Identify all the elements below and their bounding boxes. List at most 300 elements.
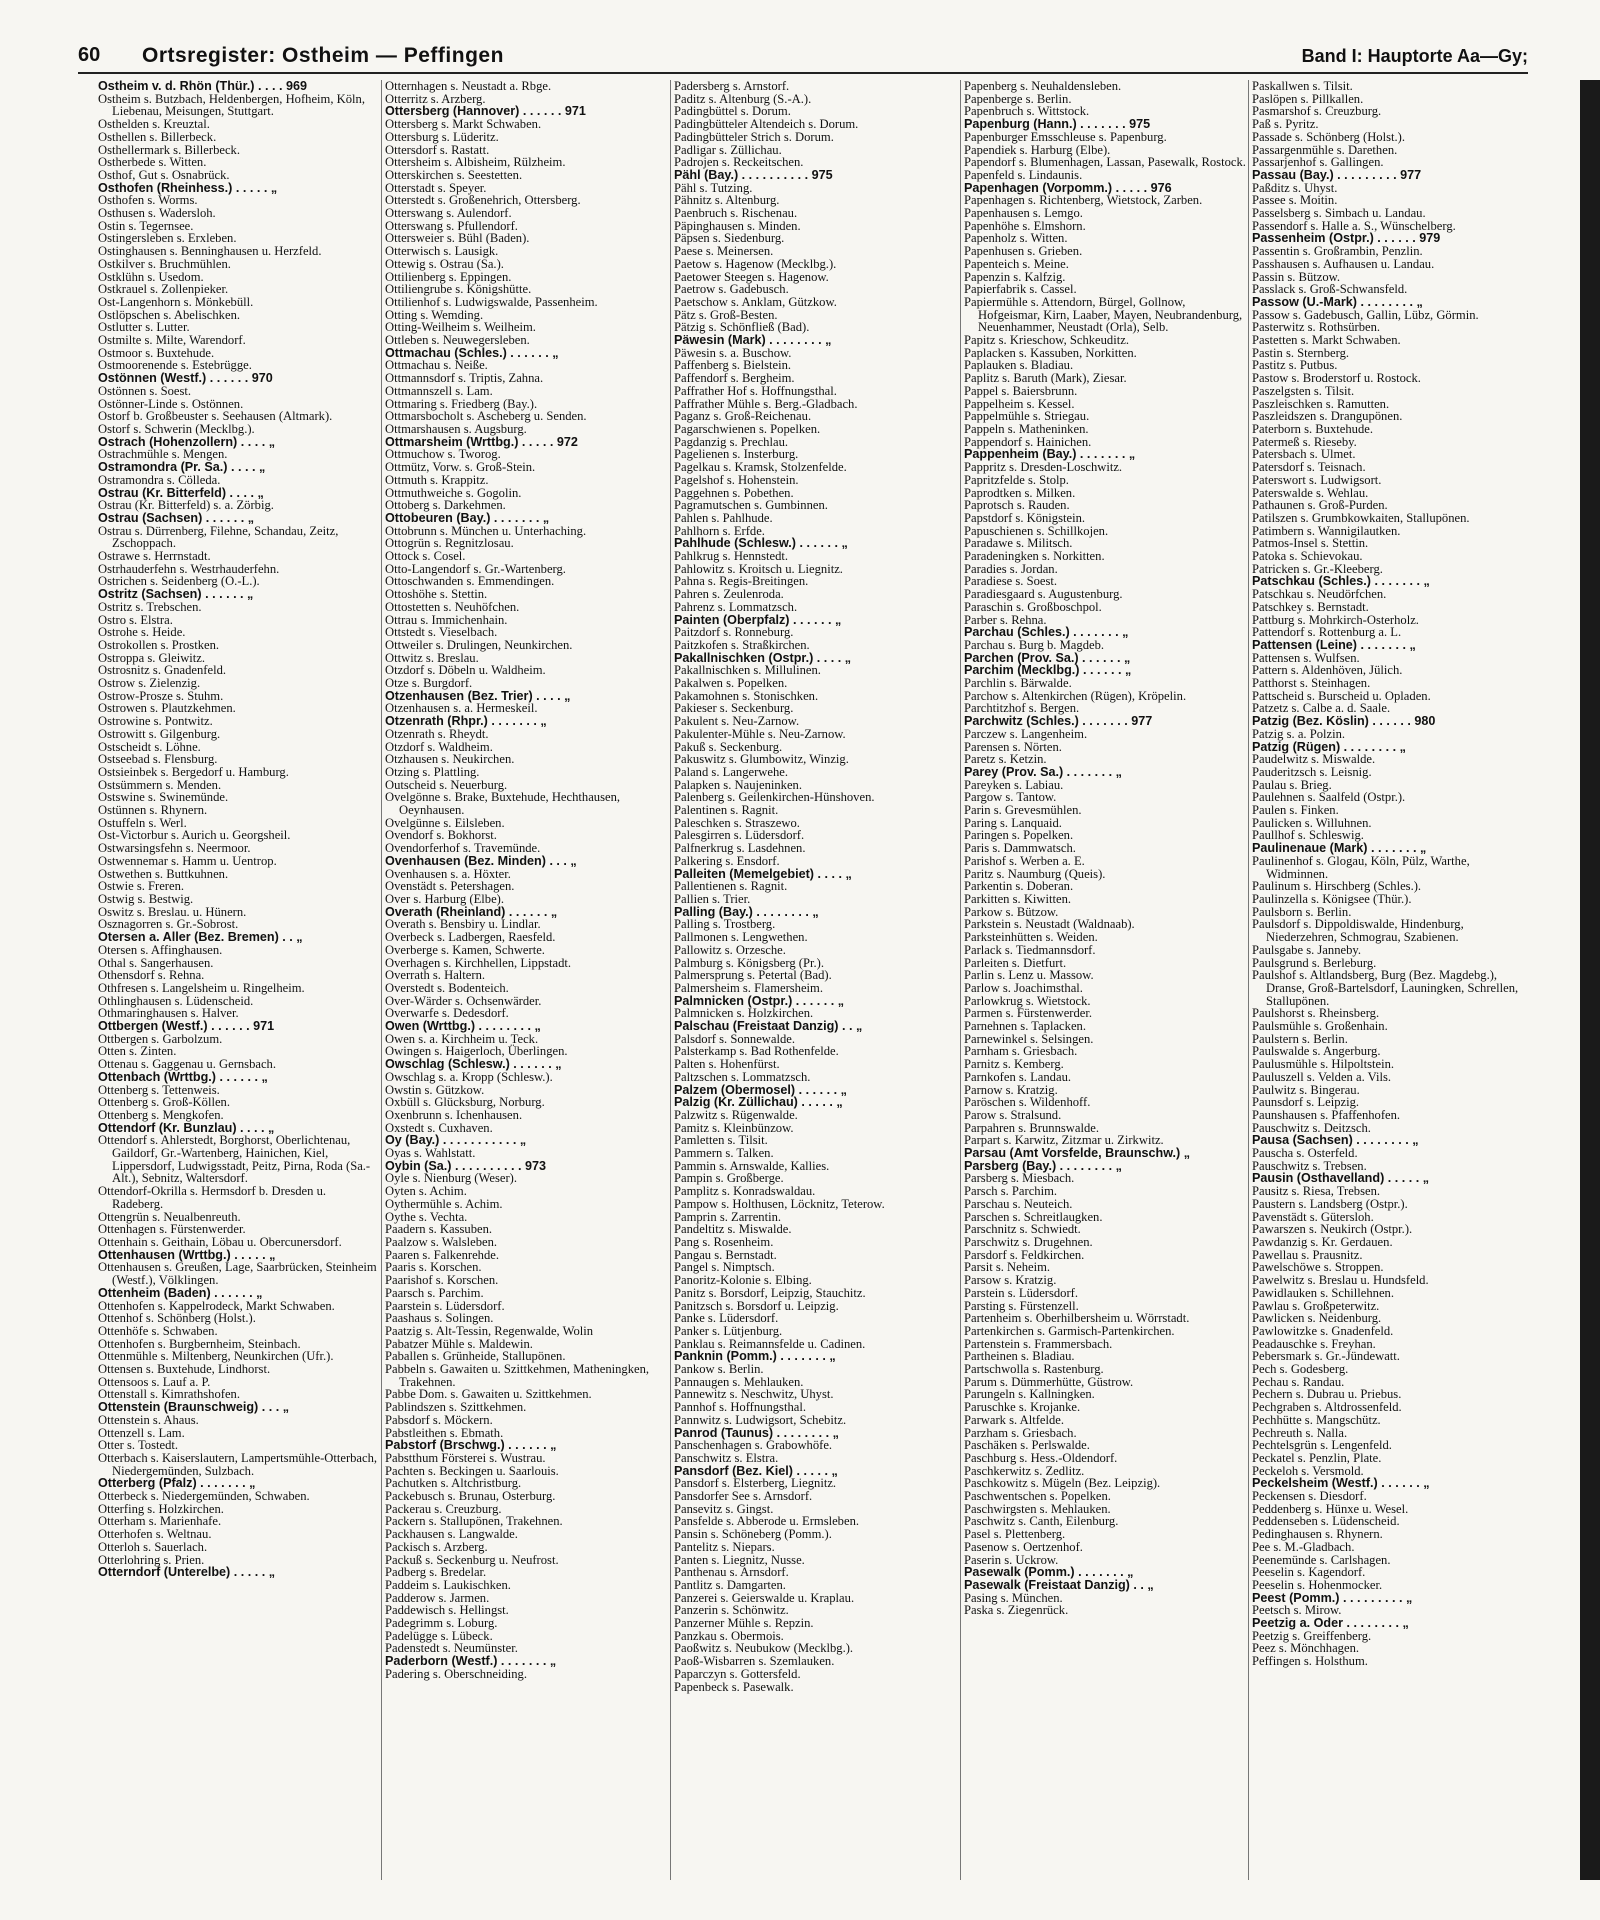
register-entry: Ostrosnitz s. Gnadenfeld. <box>98 663 227 678</box>
register-entry: Paritz s. Naumburg (Queis). <box>964 866 1106 881</box>
register-entry: Pakieser s. Seckenburg. <box>674 701 794 716</box>
register-entry: Padering s. Oberschneiding. <box>385 1666 527 1681</box>
register-entry: Paarsch s. Parchim. <box>385 1285 484 1300</box>
register-entry: Otterbeck s. Niedergemünden, Schwaben. <box>98 1489 310 1504</box>
register-entry: Pahlkrug s. Hennstedt. <box>674 549 789 564</box>
register-entry: Paschwirgsten s. Mehlauken. <box>964 1501 1111 1516</box>
register-entry: Parsting s. Fürstenzell. <box>964 1298 1079 1313</box>
register-entry: Ottobeuren (Bay.) . . . . . . . „ <box>385 510 550 525</box>
register-entry: Parungeln s. Kallningken. <box>964 1387 1095 1402</box>
register-entry: Paaris s. Korschen. <box>385 1260 482 1275</box>
register-entry: Pabbe Dom. s. Gawaiten u. Szittkehmen. <box>385 1387 592 1402</box>
register-entry: Parleiten s. Dietfurt. <box>964 955 1067 970</box>
register-entry: Pappendorf s. Hainichen. <box>964 434 1092 449</box>
register-entry: Pakalwen s. Popelken. <box>674 676 788 691</box>
register-entry: Parnitz s. Kemberg. <box>964 1057 1064 1072</box>
register-entry: Parey (Prov. Sa.) . . . . . . . „ <box>964 764 1122 779</box>
register-entry: Panschenhagen s. Grabowhöfe. <box>674 1438 833 1453</box>
register-entry: Pastin s. Sternberg. <box>1252 345 1350 360</box>
register-entry: Palmnicken (Ostpr.) . . . . . . „ <box>674 993 845 1008</box>
register-entry: Paplacken s. Kassuben, Norkitten. <box>964 345 1137 360</box>
register-entry: Paszleischken s. Ramutten. <box>1252 396 1390 411</box>
register-entry: Peez s. Mönchhagen. <box>1252 1641 1360 1656</box>
register-entry: Pappeln s. Matheninken. <box>964 421 1089 436</box>
register-entry: Papitz s. Krieschow, Schkeuditz. <box>964 333 1129 348</box>
register-entry: Parschnitz s. Schwiedt. <box>964 1222 1081 1237</box>
register-entry: Pahlen s. Pahlhude. <box>674 510 773 525</box>
register-entry: Pawelwitz s. Breslau u. Hundsfeld. <box>1252 1273 1429 1288</box>
register-entry: Peetzig a. Oder . . . . . . . . „ <box>1252 1616 1409 1631</box>
volume-label: Band I: Hauptorte Aa—Gy; <box>1301 46 1528 66</box>
register-entry: Ottoschwanden s. Emmendingen. <box>385 574 555 589</box>
register-entry: Paulwitz s. Bingerau. <box>1252 1082 1360 1097</box>
register-column-5 <box>1252 80 1534 1880</box>
register-entry: Ottobrunn s. München u. Unterhaching. <box>385 523 587 538</box>
register-entry: Passade s. Schönberg (Holst.). <box>1252 129 1405 144</box>
register-entry: Ottenhof s. Schönberg (Holst.). <box>98 1311 256 1326</box>
register-entry: Over s. Harburg (Elbe). <box>385 892 505 906</box>
register-entry: Osthofen s. Worms. <box>98 193 198 208</box>
register-entry: Peeselin s. Hohenmocker. <box>1252 1577 1383 1592</box>
register-entry: Partheinen s. Bladiau. <box>964 1349 1075 1364</box>
register-entry: Paterborn s. Buxtehude. <box>1252 421 1374 436</box>
register-entry: Ottenbach (Wrttbg.) . . . . . . „ <box>98 1069 268 1084</box>
register-entry: Ovenhausen s. a. Höxter. <box>385 866 511 881</box>
page-title: Ortsregister: Ostheim — Peffingen <box>142 44 504 67</box>
register-entry: Owen (Wrttbg.) . . . . . . . . „ <box>385 1019 541 1034</box>
register-entry: Otto-Langendorf s. Gr.-Wartenberg. <box>385 561 566 576</box>
register-entry: Ostrachmühle s. Mengen. <box>98 447 228 462</box>
register-entry: Ostramondra (Pr. Sa.) . . . . „ <box>98 460 266 475</box>
register-entry: Päwesin s. a. Buschow. <box>674 345 792 360</box>
register-entry: Ostrau s. Dürrenberg, Filehne, Schandau, Zeitz, Zschoppach. <box>98 523 339 551</box>
register-entry: Parchtitzhof s. Bergen. <box>964 701 1080 716</box>
register-entry: Parczew s. Langenheim. <box>964 726 1088 741</box>
register-entry: Ostönnen s. Soest. <box>98 383 192 398</box>
register-entry: Ottostetten s. Neuhöfchen. <box>385 599 520 614</box>
register-entry: Ottiliengrube s. Königshütte. <box>385 282 532 297</box>
register-entry: Pagramutschen s. Gumbinnen. <box>674 498 828 513</box>
register-entry: Papuschienen s. Schillkojen. <box>964 523 1109 538</box>
register-entry: Panknin (Pomm.) . . . . . . . „ <box>674 1349 836 1364</box>
register-entry: Parchau (Schles.) . . . . . . . „ <box>964 625 1129 640</box>
register-entry: Papenteich s. Meine. <box>964 256 1069 271</box>
register-entry: Passenheim (Ostpr.) . . . . . . 979 <box>1252 231 1441 246</box>
register-entry: Palling (Bay.) . . . . . . . . „ <box>674 904 819 919</box>
register-entry: Ostrawe s. Herrnstadt. <box>98 549 211 564</box>
register-entry: Pattscheid s. Burscheid u. Opladen. <box>1252 688 1431 703</box>
register-entry: Paretz s. Ketzin. <box>964 752 1047 767</box>
register-entry: Owingen s. Haigerloch, Überlingen. <box>385 1044 568 1059</box>
register-entry: Patilszen s. Grumbkowkaiten, Stallupönen. <box>1252 510 1470 525</box>
register-entry: Paska s. Ziegenrück. <box>964 1603 1069 1618</box>
register-entry: Ottmannsdorf s. Triptis, Zahna. <box>385 371 544 386</box>
register-entry: Parin s. Grevesmühlen. <box>964 803 1082 818</box>
register-entry: Ottmarsheim (Wrttbg.) . . . . . 972 <box>385 434 578 449</box>
register-entry: Parnehnen s. Taplacken. <box>964 1019 1086 1034</box>
register-entry: Pang s. Rosenheim. <box>674 1234 774 1249</box>
register-entry: Passarjenhof s. Gallingen. <box>1252 155 1384 170</box>
register-entry: Paffrather Mühle s. Berg.-Gladbach. <box>674 396 858 411</box>
register-entry: Ottendorf (Kr. Bunzlau) . . . . „ <box>98 1120 275 1135</box>
register-entry: Parschen s. Schreitlaugken. <box>964 1209 1103 1224</box>
register-entry: Paulinenaue (Mark) . . . . . . . „ <box>1252 841 1427 856</box>
register-entry: Papenhusen s. Grieben. <box>964 244 1083 259</box>
register-entry: Ottmarshausen s. Augsburg. <box>385 421 527 436</box>
register-entry: Ostlöpschen s. Abelischken. <box>98 307 241 322</box>
register-entry: Ostrowen s. Plautzkehmen. <box>98 701 236 716</box>
register-entry: Pappel s. Baiersbrunn. <box>964 383 1078 398</box>
register-entry: Pathaunen s. Groß-Purden. <box>1252 498 1388 513</box>
register-entry: Ostmoor s. Buxtehude. <box>98 345 215 360</box>
register-entry: Parsit s. Neheim. <box>964 1260 1051 1275</box>
register-entry: Palzig (Kr. Züllichau) . . . . . „ <box>674 1095 843 1110</box>
register-entry: Paradeningken s. Norkitten. <box>964 549 1105 564</box>
register-entry: Paulicken s. Willuhnen. <box>1252 815 1372 830</box>
register-entry: Padingbüttel s. Dorum. <box>674 104 791 119</box>
register-entry: Ostingersleben s. Erxleben. <box>98 231 237 246</box>
register-entry: Ostwarsingsfehn s. Neermoor. <box>98 841 251 856</box>
register-entry: Otterfing s. Holzkirchen. <box>98 1501 224 1516</box>
register-entry: Paulinzella s. Königsee (Thür.). <box>1252 892 1412 906</box>
register-entry: Paffenberg s. Bielstein. <box>674 358 792 373</box>
register-entry: Osthellermark s. Billerbeck. <box>98 142 240 157</box>
register-entry: Osznagorren s. Gr.-Sobrost. <box>98 917 239 932</box>
register-entry: Padingbütteler Altendeich s. Dorum. <box>674 117 859 132</box>
register-entry: Papenfeld s. Lindaunis. <box>964 167 1083 182</box>
register-entry: Partenheim s. Oberhilbersheim u. Wörrstadt. <box>964 1311 1190 1326</box>
register-entry: Ottersberg s. Markt Schwaben. <box>385 117 542 132</box>
register-entry: Pansin s. Schöneberg (Pomm.). <box>674 1527 832 1542</box>
register-entry: Pavenstädt s. Gütersloh. <box>1252 1209 1374 1224</box>
register-entry: Padligar s. Züllichau. <box>674 142 782 157</box>
register-entry: Pechgraben s. Altdrossenfeld. <box>1252 1400 1402 1415</box>
register-entry: Paitzdorf s. Ronneburg. <box>674 625 794 640</box>
register-entry: Palmnicken s. Holzkirchen. <box>674 1006 814 1021</box>
register-entry: Otterhofen s. Weltnau. <box>98 1527 212 1542</box>
register-entry: Otersen a. Aller (Bez. Bremen) . . „ <box>98 930 303 945</box>
register-entry: Palentinen s. Ragnit. <box>674 803 779 818</box>
register-entry: Owen s. a. Kirchheim u. Teck. <box>385 1031 539 1046</box>
register-entry: Parchen (Prov. Sa.) . . . . . . „ <box>964 650 1131 665</box>
register-entry: Peetzig s. Greiffenberg. <box>1252 1628 1372 1643</box>
register-entry: Paplauken s. Bladiau. <box>964 358 1074 373</box>
register-entry: Parchwitz (Schles.) . . . . . . . 977 <box>964 714 1153 729</box>
register-entry: Ostinghausen s. Benninghausen u. Herzfeld. <box>98 244 322 259</box>
register-entry: Pastow s. Broderstorf u. Rostock. <box>1252 371 1421 386</box>
register-entry: Peckensen s. Diesdorf. <box>1252 1489 1367 1504</box>
register-entry: Pattensen s. Wulfsen. <box>1252 650 1360 665</box>
register-entry: Paatzig s. Alt-Tessin, Regenwalde, Wolin <box>385 1323 594 1338</box>
register-entry: Ottenhausen (Wrttbg.) . . . . . „ <box>98 1247 276 1262</box>
register-entry: Parishof s. Werben a. E. <box>964 853 1085 868</box>
register-entry: Pawlowitzke s. Gnadenfeld. <box>1252 1323 1394 1338</box>
register-entry: Patermeß s. Rieseby. <box>1252 434 1357 449</box>
column-divider <box>1248 80 1249 1880</box>
register-entry: Pechhütte s. Mangschütz. <box>1252 1412 1381 1427</box>
register-entry: Panrod (Taunus) . . . . . . . . „ <box>674 1425 839 1440</box>
register-entry: Pammin s. Arnswalde, Kallies. <box>674 1158 830 1173</box>
register-entry: Peeselin s. Kagendorf. <box>1252 1565 1366 1580</box>
column-divider <box>670 80 671 1880</box>
register-entry: Ostrau (Kr. Bitterfeld) s. a. Zörbig. <box>98 498 274 513</box>
register-entry: Pawlicken s. Neidenburg. <box>1252 1311 1382 1326</box>
register-entry: Palkering s. Ensdorf. <box>674 853 780 868</box>
register-entry: Parkow s. Bützow. <box>964 904 1059 919</box>
register-entry: Otterritz s. Arzberg. <box>385 91 486 106</box>
register-entry: Paring s. Lanquaid. <box>964 815 1062 830</box>
register-entry: Ostrohe s. Heide. <box>98 625 186 640</box>
register-entry: Parkentin s. Doberan. <box>964 879 1074 894</box>
register-entry: Päpinghausen s. Minden. <box>674 218 801 233</box>
register-entry: Pakamohnen s. Stonischken. <box>674 688 819 703</box>
register-entry: Pampin s. Großberge. <box>674 1171 784 1186</box>
register-entry: Osthof, Gut s. Osnabrück. <box>98 167 230 182</box>
register-entry: Passlack s. Groß-Schwansfeld. <box>1252 282 1408 297</box>
register-entry: Ostro s. Elstra. <box>98 612 173 627</box>
register-entry: Panzkau s. Obermois. <box>674 1628 784 1643</box>
register-entry: Papstdorf s. Königstein. <box>964 510 1086 525</box>
register-entry: Panzerei s. Geierswalde u. Kraplau. <box>674 1590 855 1605</box>
register-entry: Paparczyn s. Gottersfeld. <box>674 1666 801 1681</box>
register-entry: Peckelsheim (Westf.) . . . . . . „ <box>1252 1476 1430 1491</box>
register-entry: Paulinenhof s. Glogau, Köln, Pülz, Warthe, Widminnen. <box>1252 853 1470 881</box>
register-entry: Othensdorf s. Rehna. <box>98 968 205 983</box>
register-entry: Pagarschwienen s. Popelken. <box>674 421 821 436</box>
register-entry: Passendorf s. Halle a. S., Wünschelberg. <box>1252 218 1456 233</box>
register-entry: Padrojen s. Reckeitschen. <box>674 155 804 170</box>
register-entry: Peckeloh s. Versmold. <box>1252 1463 1364 1478</box>
register-entry: Otting s. Wemding. <box>385 307 484 322</box>
register-entry: Oxenbrunn s. Ichenhausen. <box>385 1107 523 1122</box>
register-entry: Pabsdorf s. Möckern. <box>385 1412 493 1427</box>
register-entry: Paulinum s. Hirschberg (Schles.). <box>1252 879 1422 894</box>
register-entry: Ovenstädt s. Petershagen. <box>385 879 515 894</box>
register-entry: Pappelmühle s. Striegau. <box>964 409 1090 424</box>
register-entry: Ovenhausen (Bez. Minden) . . . „ <box>385 853 577 868</box>
register-entry: Pausa (Sachsen) . . . . . . . . „ <box>1252 1133 1419 1148</box>
register-entry: Pampow s. Holthusen, Löcknitz, Teterow. <box>674 1196 885 1211</box>
register-entry: Paulsgrund s. Berleburg. <box>1252 955 1377 970</box>
register-entry: Ostin s. Tegernsee. <box>98 218 194 233</box>
register-entry: Paffendorf s. Bergheim. <box>674 371 795 386</box>
register-entry: Osthelden s. Kreuztal. <box>98 117 210 132</box>
register-entry: Packern s. Stallupönen, Trakehnen. <box>385 1514 563 1529</box>
register-entry: Ottenhofen s. Kappelrodeck, Markt Schwaben. <box>98 1298 335 1313</box>
register-entry: Outscheid s. Neuerburg. <box>385 777 508 792</box>
register-entry: Paulusmühle s. Hilpoltstein. <box>1252 1057 1395 1072</box>
register-entry: Ottmachau (Schles.) . . . . . . „ <box>385 345 559 360</box>
register-entry: Pabatzer Mühle s. Maldewin. <box>385 1336 533 1351</box>
register-entry: Paulau s. Brieg. <box>1252 777 1332 792</box>
register-entry: Parkstein s. Neustadt (Waldnaab). <box>964 917 1135 932</box>
register-entry: Ostrau (Kr. Bitterfeld) . . . . „ <box>98 485 264 500</box>
register-entry: Ostritz s. Trebschen. <box>98 599 202 614</box>
register-entry: Ostklühn s. Usedom. <box>98 269 204 284</box>
register-entry: Otterberg (Pfalz) . . . . . . . „ <box>98 1476 256 1491</box>
register-entry: Padenstedt s. Neumünster. <box>385 1641 518 1656</box>
register-entry: Pareyken s. Labiau. <box>964 777 1064 792</box>
register-entry: Ostrach (Hohenzollern) . . . . „ <box>98 434 276 449</box>
register-entry: Parnow s. Kratzig. <box>964 1082 1058 1097</box>
register-entry: Peadauschke s. Freyhan. <box>1252 1336 1376 1351</box>
register-entry: Pechau s. Randau. <box>1252 1374 1345 1389</box>
register-entry: Pähnitz s. Altenburg. <box>674 193 780 208</box>
register-entry: Ostrowitt s. Gilgenburg. <box>98 726 221 741</box>
register-entry: Otzing s. Plattling. <box>385 764 480 779</box>
register-entry: Ottogrün s. Regnitzlosau. <box>385 536 514 551</box>
register-entry: Oswitz s. Breslau. u. Hünern. <box>98 904 247 919</box>
register-entry: Pätzig s. Schönfließ (Bad). <box>674 320 810 335</box>
register-entry: Peddenseben s. Lüdenscheid. <box>1252 1514 1400 1529</box>
register-entry: Ottewig s. Ostrau (Sa.). <box>385 256 504 271</box>
register-entry: Papenzin s. Kalfzig. <box>964 269 1066 284</box>
register-entry: Ottmuth s. Krappitz. <box>385 472 489 487</box>
column-divider <box>381 80 382 1880</box>
register-entry: Pahlhude (Schlesw.) . . . . . . „ <box>674 536 848 551</box>
register-entry: Parstein s. Lüdersdorf. <box>964 1285 1079 1300</box>
register-entry: Paterswalde s. Wehlau. <box>1252 485 1369 500</box>
register-entry: Pansfelde s. Abberode u. Ermsleben. <box>674 1514 860 1529</box>
register-entry: Patthorst s. Steinhagen. <box>1252 676 1371 691</box>
register-entry: Partenkirchen s. Garmisch-Partenkirchen. <box>964 1323 1175 1338</box>
register-entry: Pabstthum Försterei s. Wustrau. <box>385 1450 546 1465</box>
register-entry: Ostherbede s. Witten. <box>98 155 207 170</box>
register-entry: Ottmannszell s. Lam. <box>385 383 493 398</box>
register-entry: Ostswine s. Swinemünde. <box>98 790 229 805</box>
register-entry: Parsau (Amt Vorsfelde, Braunschw.) „ <box>964 1146 1191 1161</box>
register-entry: Panke s. Lüdersdorf. <box>674 1311 779 1326</box>
register-entry: Otzenhausen (Bez. Trier) . . . . „ <box>385 688 571 703</box>
register-entry: Paris s. Dammwatsch. <box>964 841 1076 856</box>
register-entry: Papenhagen s. Richtenberg, Wietstock, Zarben. <box>964 193 1203 208</box>
register-entry: Pakulenter-Mühle s. Neu-Zarnow. <box>674 726 846 741</box>
register-entry: Pechtelsgrün s. Lengenfeld. <box>1252 1438 1392 1453</box>
register-entry: Passow (U.-Mark) . . . . . . . . „ <box>1252 294 1423 309</box>
scan-edge <box>1580 80 1600 1880</box>
register-entry: Otterndorf (Unterelbe) . . . . . „ <box>98 1565 276 1580</box>
register-entry: Paunshausen s. Pfaffenhofen. <box>1252 1107 1401 1122</box>
register-entry: Partschwolla s. Rastenburg. <box>964 1362 1104 1377</box>
register-entry: Ostwethen s. Buttkuhnen. <box>98 866 229 881</box>
register-entry: Papierfabrik s. Cassel. <box>964 282 1077 297</box>
register-entry: Pawelschöwe s. Stroppen. <box>1252 1260 1384 1275</box>
register-entry: Ostkilver s. Bruchmühlen. <box>98 256 231 271</box>
register-entry: Paprotsch s. Rauden. <box>964 498 1070 513</box>
register-entry: Palenberg s. Geilenkirchen-Hünshoven. <box>674 790 875 805</box>
register-entry: Pansdorf (Bez. Kiel) . . . . . „ <box>674 1463 838 1478</box>
register-entry: Paulshorst s. Rheinsberg. <box>1252 1006 1380 1021</box>
page-number: 60 <box>78 44 101 66</box>
register-entry: Paradies s. Jordan. <box>964 561 1058 576</box>
register-entry: Palleiten (Memelgebiet) . . . . „ <box>674 866 852 881</box>
register-entry: Paustern s. Landsberg (Ostpr.). <box>1252 1196 1408 1211</box>
register-entry: Otterham s. Marienhafe. <box>98 1514 222 1529</box>
register-entry: Pauschwitz s. Deitzsch. <box>1252 1120 1371 1135</box>
register-entry: Pabstorf (Brschwg.) . . . . . . „ <box>385 1438 557 1453</box>
register-entry: Palten s. Hohenfürst. <box>674 1057 780 1072</box>
register-entry: Padingbütteler Strich s. Dorum. <box>674 129 834 144</box>
register-entry: Ostönnen (Westf.) . . . . . . 970 <box>98 371 273 386</box>
register-entry: Ottenau s. Gaggenau u. Gernsbach. <box>98 1057 277 1072</box>
register-entry: Osthellen s. Billerbeck. <box>98 129 217 144</box>
register-entry: Ottenhöfe s. Schwaben. <box>98 1323 218 1338</box>
register-entry: Overwarfe s. Dedesdorf. <box>385 1006 509 1021</box>
register-entry: Ottmachau s. Neiße. <box>385 358 488 373</box>
register-entry: Päwesin (Mark) . . . . . . . . „ <box>674 333 832 348</box>
register-entry: Oythermühle s. Achim. <box>385 1196 503 1211</box>
register-entry: Pawellau s. Prausnitz. <box>1252 1247 1363 1262</box>
register-entry: Paderborn (Westf.) . . . . . . . „ <box>385 1654 557 1669</box>
register-entry: Papiermühle s. Attendorn, Bürgel, Gollnow, Hofgeismar, Kirn, Laaber, Mayen, Neubrandenburg, Neuenhammer, Neustadt (Orla), Selb. <box>964 294 1243 335</box>
register-entry: Packebusch s. Brunau, Osterburg. <box>385 1489 556 1504</box>
register-entry: Papenburg (Hann.) . . . . . . . 975 <box>964 117 1151 132</box>
register-entry: Patschkau (Schles.) . . . . . . . „ <box>1252 574 1430 589</box>
register-entry: Ostorf s. Schwerin (Mecklbg.). <box>98 421 255 436</box>
register-entry: Parchim (Mecklbg.) . . . . . . „ <box>964 663 1132 678</box>
register-entry: Ottbergen (Westf.) . . . . . . 971 <box>98 1019 275 1034</box>
register-entry: Owschlag (Schlesw.) . . . . . . „ <box>385 1057 562 1072</box>
register-entry: Pannewitz s. Neschwitz, Uhyst. <box>674 1387 834 1402</box>
register-entry: Ovendorf s. Bokhorst. <box>385 828 497 843</box>
register-entry: Otterstedt s. Großenehrich, Ottersberg. <box>385 193 581 208</box>
register-entry: Ostrhauderfehn s. Westrhauderfehn. <box>98 561 280 576</box>
register-entry: Panklau s. Reimannsfelde u. Cadinen. <box>674 1336 866 1351</box>
register-entry: Paullhof s. Schleswig. <box>1252 828 1364 843</box>
register-entry: Ostsümmern s. Menden. <box>98 777 222 792</box>
register-entry: Paulsmühle s. Großenhain. <box>1252 1019 1388 1034</box>
register-entry: Pakallnischken (Ostpr.) . . . . „ <box>674 650 852 665</box>
register-entry: Pahna s. Regis-Breitingen. <box>674 574 809 589</box>
register-entry: Paalzow s. Walsleben. <box>385 1234 498 1249</box>
register-entry: Paleschken s. Straszewo. <box>674 815 800 830</box>
register-entry: Pähl (Bay.) . . . . . . . . . . 975 <box>674 167 833 182</box>
register-entry: Ostritz (Sachsen) . . . . . . „ <box>98 587 254 602</box>
register-entry: Pätz s. Groß-Besten. <box>674 307 778 322</box>
register-entry: Patschkau s. Neudörfchen. <box>1252 587 1387 602</box>
register-entry: Pauschwitz s. Trebsen. <box>1252 1158 1367 1173</box>
register-entry: Ostlutter s. Lutter. <box>98 320 190 335</box>
register-entry: Paradiese s. Soest. <box>964 574 1058 589</box>
register-entry: Paß s. Pyritz. <box>1252 117 1319 132</box>
register-entry: Paruschke s. Krojanke. <box>964 1400 1081 1415</box>
register-entry: Oyle s. Nienburg (Weser). <box>385 1171 518 1186</box>
register-entry: Ostseebad s. Flensburg. <box>98 752 218 767</box>
register-entry: Otterwisch s. Lausigk. <box>385 244 499 259</box>
register-entry: Ostrokollen s. Prostken. <box>98 637 220 652</box>
register-entry: Patzig s. a. Polzin. <box>1252 726 1346 741</box>
register-entry: Pangau s. Bernstadt. <box>674 1247 777 1262</box>
register-entry: Ostrau (Sachsen) . . . . . . „ <box>98 510 255 525</box>
register-entry: Otternhagen s. Neustadt a. Rbge. <box>385 80 552 93</box>
register-entry: Packerau s. Creuzburg. <box>385 1501 502 1516</box>
register-entry: Packhausen s. Langwalde. <box>385 1527 518 1542</box>
register-entry: Palmersprung s. Petertal (Bad). <box>674 968 832 983</box>
register-entry: Otting-Weilheim s. Weilheim. <box>385 320 536 335</box>
register-entry: Ostönner-Linde s. Ostönnen. <box>98 396 244 411</box>
register-entry: Ostrow-Prosze s. Stuhm. <box>98 688 224 703</box>
register-entry: Pakallnischken s. Millulinen. <box>674 663 821 678</box>
register-entry: Paditz s. Altenburg (S.-A.). <box>674 91 812 106</box>
register-entry: Passin s. Bützow. <box>1252 269 1341 284</box>
register-entry: Pallmonen s. Lengwethen. <box>674 930 808 945</box>
register-entry: Paskallwen s. Tilsit. <box>1252 80 1353 93</box>
register-entry: Pallentienen s. Ragnit. <box>674 879 788 894</box>
register-entry: Ottwitz s. Breslau. <box>385 650 479 665</box>
register-entry: Overstedt s. Bodenteich. <box>385 980 509 995</box>
register-entry: Overrath s. Haltern. <box>385 968 486 983</box>
register-entry: Osthofen (Rheinhess.) . . . . . „ <box>98 180 278 195</box>
